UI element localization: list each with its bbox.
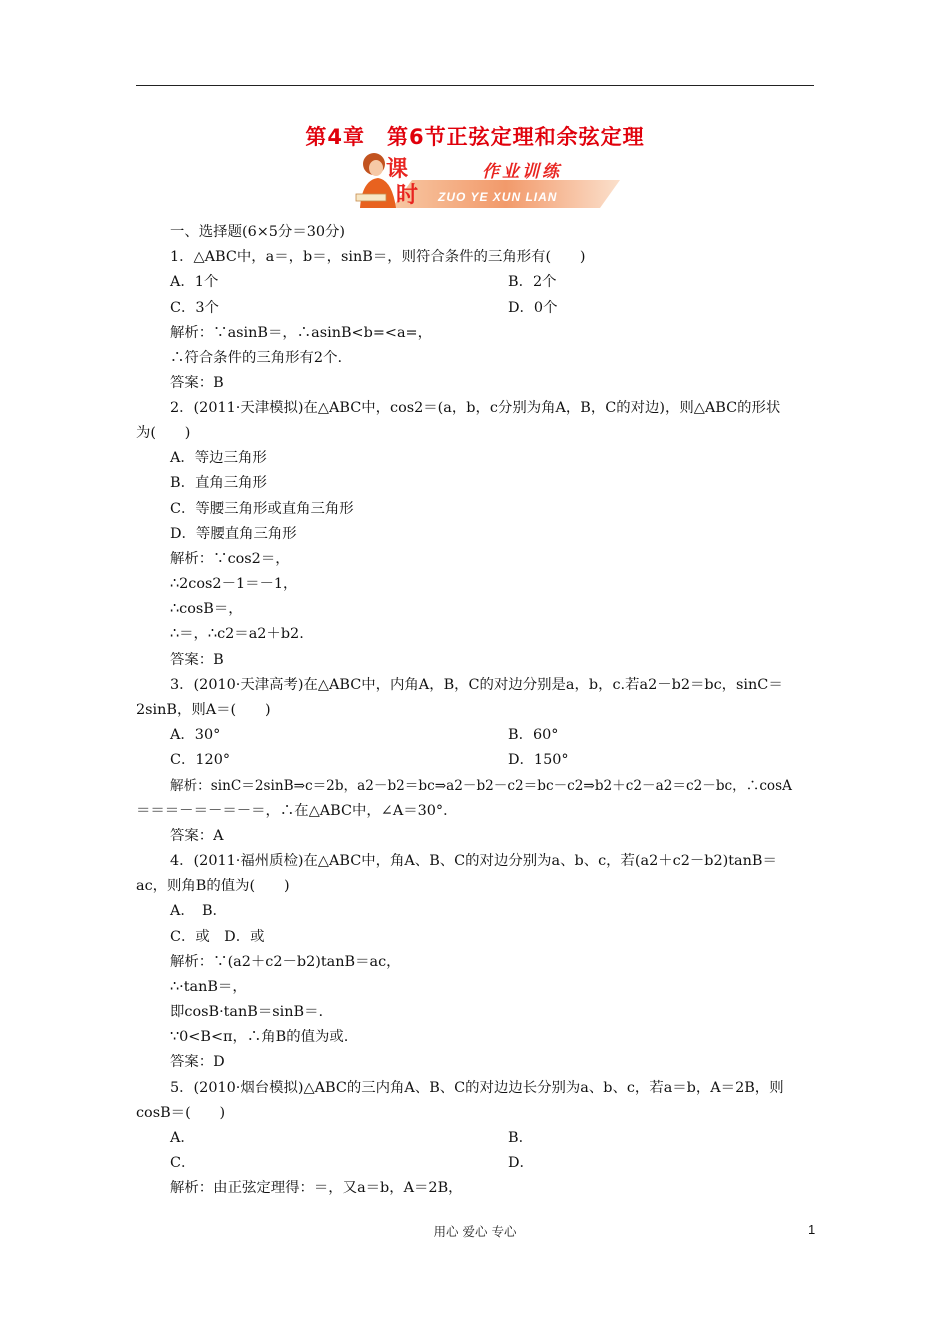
q2-option-d: D．等腰直角三角形 xyxy=(170,526,297,542)
q3-option-d: D．150° xyxy=(508,752,569,768)
q5-solution-line-1: 解析：由正弦定理得：＝，又a＝b，A＝2B， xyxy=(170,1180,463,1196)
q4-stem-line-2: ac，则角B的值为( ) xyxy=(136,878,290,894)
q4-solution-line-4: ∵0<B<π，∴角B的值为或. xyxy=(170,1029,349,1045)
q5-stem-line-2: cosB＝( ) xyxy=(136,1105,226,1121)
header-rule xyxy=(136,85,814,86)
banner-slogan: 作业训练 xyxy=(482,162,562,182)
q4-stem-line-1: 4．(2011·福州质检)在△ABC中，角A、B、C的对边分别为a、b、c，若(a2＋c2－b2)tanB＝ xyxy=(170,853,777,869)
q2-solution-line-3: ∴cosB＝， xyxy=(170,601,243,617)
q2-option-c: C．等腰三角形或直角三角形 xyxy=(170,501,354,517)
q3-option-a: A．30° xyxy=(170,727,221,743)
q1-solution-line-1: 解析：∵asinB＝，∴asinB<b=<a=， xyxy=(170,325,432,341)
banner-pinyin: ZUO YE XUN LIAN xyxy=(438,190,558,204)
q1-option-d: D．0个 xyxy=(508,300,558,316)
q4-answer: 答案：D xyxy=(170,1054,225,1070)
q5-option-c: C． xyxy=(170,1155,196,1171)
banner-char-2: 时 xyxy=(396,183,419,208)
q4-solution-line-1: 解析：∵(a2＋c2－b2)tanB＝ac， xyxy=(170,954,401,970)
q1-answer: 答案：B xyxy=(170,375,224,391)
page-number: 1 xyxy=(808,1222,816,1237)
banner-char-1: 课 xyxy=(386,157,409,182)
page-footer: 用心 爱心 专心 xyxy=(433,1224,517,1239)
q3-option-c: C．120° xyxy=(170,752,231,768)
q3-stem-line-1: 3．(2010·天津高考)在△ABC中，内角A，B，C的对边分别是a，b，c.若a2－b2＝bc，sinC＝ xyxy=(170,677,783,693)
q2-stem-line-1: 2．(2011·天津模拟)在△ABC中，cos2＝(a，b，c分别为角A，B，C的对边)，则△ABC的形状 xyxy=(170,400,781,416)
q4-options-ab: A． B． xyxy=(170,903,227,919)
q1-option-b: B．2个 xyxy=(508,274,557,290)
section-heading: 一、选择题(6×5分＝30分) xyxy=(170,224,346,240)
q3-stem-line-2: 2sinB，则A＝( ) xyxy=(136,702,271,718)
q5-stem-line-1: 5．(2010·烟台模拟)△ABC的三内角A、B、C的对边边长分别为a、b、c，若a＝b，A＝2B，则 xyxy=(170,1080,784,1096)
q4-solution-line-3: 即cosB·tanB＝sinB＝. xyxy=(170,1004,324,1020)
q1-option-a: A．1个 xyxy=(170,274,219,290)
q4-options-cd: C．或 D．或 xyxy=(170,929,265,945)
homework-banner xyxy=(352,150,620,212)
q2-solution-line-1: 解析：∵cos2＝， xyxy=(170,551,290,567)
q4-solution-line-2: ∴·tanB＝， xyxy=(170,979,247,995)
q2-option-a: A．等边三角形 xyxy=(170,450,267,466)
q3-solution-line-2: ＝＝＝－＝－＝－＝，∴在△ABC中，∠A＝30°． xyxy=(136,803,458,819)
q2-solution-line-4: ∴＝，∴c2＝a2＋b2. xyxy=(170,626,304,642)
q3-option-b: B．60° xyxy=(508,727,559,743)
q2-solution-line-2: ∴2cos2－1＝－1， xyxy=(170,576,298,592)
q1-stem: 1．△ABC中，a＝，b＝，sinB＝，则符合条件的三角形有( ) xyxy=(170,249,586,265)
q2-answer: 答案：B xyxy=(170,652,224,668)
q3-solution-line-1: 解析：sinC＝2sinB⇒c＝2b，a2－b2＝bc⇒a2－b2－c2＝bc－c2⇒b2＋c2－a2＝c2－bc，∴cosA xyxy=(170,778,792,794)
page-title: 第4章 第6节正弦定理和余弦定理 xyxy=(305,125,645,149)
q5-option-a: A． xyxy=(170,1130,195,1146)
q2-stem-line-2: 为( ) xyxy=(136,425,191,441)
q2-option-b: B．直角三角形 xyxy=(170,475,267,491)
q3-answer: 答案：A xyxy=(170,828,224,844)
q1-solution-line-2: ∴符合条件的三角形有2个. xyxy=(170,350,343,366)
q5-option-b: B． xyxy=(508,1130,533,1146)
q5-option-d: D． xyxy=(508,1155,534,1171)
q1-option-c: C．3个 xyxy=(170,300,219,316)
